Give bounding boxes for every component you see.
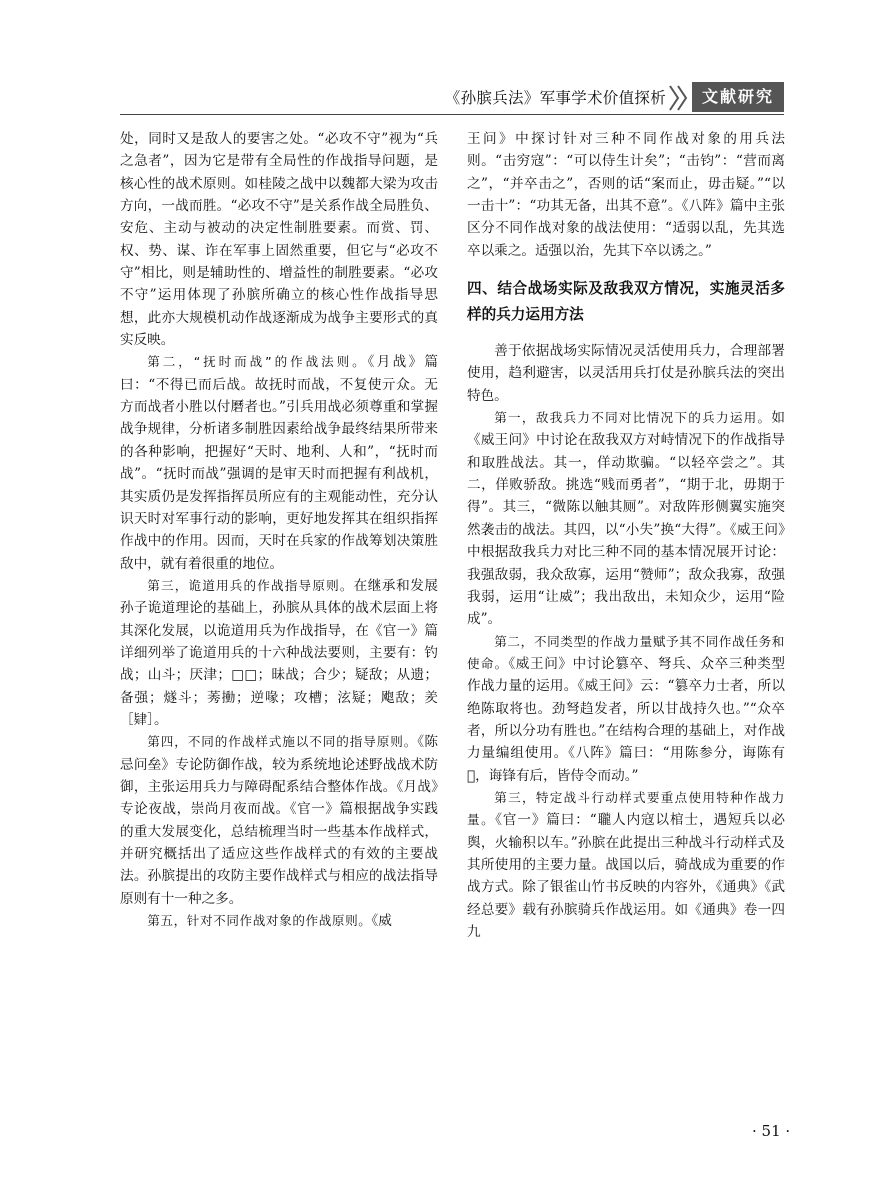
paragraph: 善于依据战场实际情况灵活使用兵力，合理部署使用，趋利避害，以灵活用兵打仗是孙膑兵法的突出特色。 <box>467 343 785 404</box>
paragraph-lead: 第三，诡道用兵的作战指导原则。 <box>147 577 354 593</box>
paragraph: 第五，针对不同作战对象的作战原则。《威 <box>147 913 392 930</box>
article-title: 《孙膑兵法》军事学术价值探析 <box>444 89 666 107</box>
page-number: · 51 · <box>752 1122 791 1140</box>
paragraph: 王问》中探讨针对三种不同作战对象的用兵法则。“击穷寇”：“可以侍生计矣”；“击钧”：“营而离之”，“并卒击之”，否则的话“案而止，毋击疑。”“以一击十”：“功其无备，出其不意”。《八阵》篇中主张区分不同作战对象的战法使用：“适弱以乱，先其选卒以乘之。适强以治，先其下卒以诱之。” <box>467 131 785 259</box>
paragraph-lead: 第五，针对不同作战对象的作战原则。 <box>147 913 372 929</box>
paragraph: 第二，不同类型的作战力量赋予其不同作战任务和使命。《威王问》中讨论篡卒、弩兵、众卒三种类型作战力量的运用。《威王问》云：“篡卒力士者，所以绝陈取将也。劲弩趋发者，所以甘战持久也。”“众卒者，所以分功有胜也。”在结构合理的基础上，对作战力量编组使用。《八阵》篇曰：“用陈参分，诲陈有𠦤，诲锋有后，皆侍令而动。” <box>467 633 785 784</box>
paragraph-lead: 第一，敌我兵力不同对比情况下的兵力运用。 <box>494 410 772 426</box>
header-rule <box>120 114 784 115</box>
paragraph-lead: 第二，不同类型的作战力量赋予其不同作战任务和使命。 <box>467 633 785 671</box>
paragraph: 第三，诡道用兵的作战指导原则。在继承和发展孙子诡道理论的基础上，孙膑从具体的战术层面上将其深化发展，以诡道用兵为作战指导，在《官一》篇详细列举了诡道用兵的十六种战法要则，主要有：钓战；山斗；厌津；□□；昧战；合少；疑敌；从遗；备强；燧斗；莠𢳾；逆喙；攻槽；泫疑；飑敌；羑［肄］。 <box>120 577 439 728</box>
paragraph: 第四，不同的作战样式施以不同的指导原则。《陈忌问垒》专论防御作战，较为系统地论述野战战术防御，主张运用兵力与障碍配系结合整体作战。《月战》专论夜战，崇尚月夜而战。《官一》篇根据战争实践的重大发展变化，总结梳理当时一些基本作战样式，并研究概括出了适应这些作战样式的有效的主要战法。孙膑提出的攻防主要作战样式与相应的战法指导原则有十一种之多。 <box>120 734 439 907</box>
paragraph: 第二，“抚时而战”的作战法则。《月战》篇曰：“不得已而后战。故抚时而战，不复使亓众。无方而战者小胜以付磿者也。”引兵用战必须尊重和掌握战争规律，分析诸多制胜因素给战争最终结果所带来的各种影响，把握好“天时、地利、人和”，“抚时而战”。“抚时而战”强调的是审天时而把握有利战机，其实质仍是发挥指挥员所应有的主观能动性，充分认识天时对军事行动的影响，更好地发挥其在组织指挥作战中的作用。因而，天时在兵家的作战筹划决策胜敌中，就有着很重的地位。 <box>120 354 438 572</box>
section-badge: 文献研究 <box>692 82 784 112</box>
left-column <box>120 128 438 932</box>
double-chevron-icon <box>668 84 690 112</box>
paragraph: 第三，特定战斗行动样式要重点使用特种作战力量。《官一》篇曰：“䏊人内寇以棺士，遇短兵以必舆，火输积以车。”孙膑在此提出三种战斗行动样式及其所使用的主要力量。战国以后，骑战成为重要的作战方式。除了银雀山竹书反映的内容外，《通典》《武经总要》载有孙膑骑兵作战运用。如《通典》卷一四九 <box>467 789 785 940</box>
paragraph: 第一，敌我兵力不同对比情况下的兵力运用。如《威王问》中讨论在敌我双方对峙情况下的作战指导和取胜战法。其一，佯动欺骗。“以轻卒尝之”。其二，佯败骄敌。挑选“贱而勇者”，“期于北，毋期于得”。其三，“微陈以触其厕”。对敌阵形侧翼实施突然袭击的战法。其四，以“小失”换“大得”。《威王问》中根据敌我兵力对比三种不同的基本情况展开讨论：我强敌弱，我众敌寡，运用“赞师”；敌众我寡，敌强我弱，运用“让威”；我出敌出，未知众少，运用“险成”。 <box>467 410 785 628</box>
paragraph-lead: 第三，特定战斗行动样式要重点使用特种作战力量。 <box>467 789 785 828</box>
right-column <box>467 128 785 943</box>
paragraph-lead: 第四，不同的作战样式施以不同的指导原则。 <box>147 734 418 750</box>
section-heading: 四、结合战场实际及敌我双方情况，实施灵活多样的兵力运用方法 <box>467 280 785 324</box>
paragraph: 处，同时又是敌人的要害之处。“必攻不守”视为“兵之急者”，因为它是带有全局性的作战指导问题，是核心性的战术原则。如桂陵之战中以魏都大梁为攻击方向，一战而胜。“必攻不守”是关系作战全局胜负、安危、主动与被动的决定性制胜要素。而赏、罚、权、势、谋、诈在军事上固然重要，但它与“必攻不守”相比，则是辅助性的、增益性的制胜要素。“必攻不守”运用体现了孙膑所确立的核心性作战指导思想，此亦大规模机动作战逐渐成为战争主要形式的真实反映。 <box>120 131 438 349</box>
paragraph-lead: 第二，“抚时而战”的作战法则。 <box>147 354 368 370</box>
running-header <box>120 82 784 116</box>
